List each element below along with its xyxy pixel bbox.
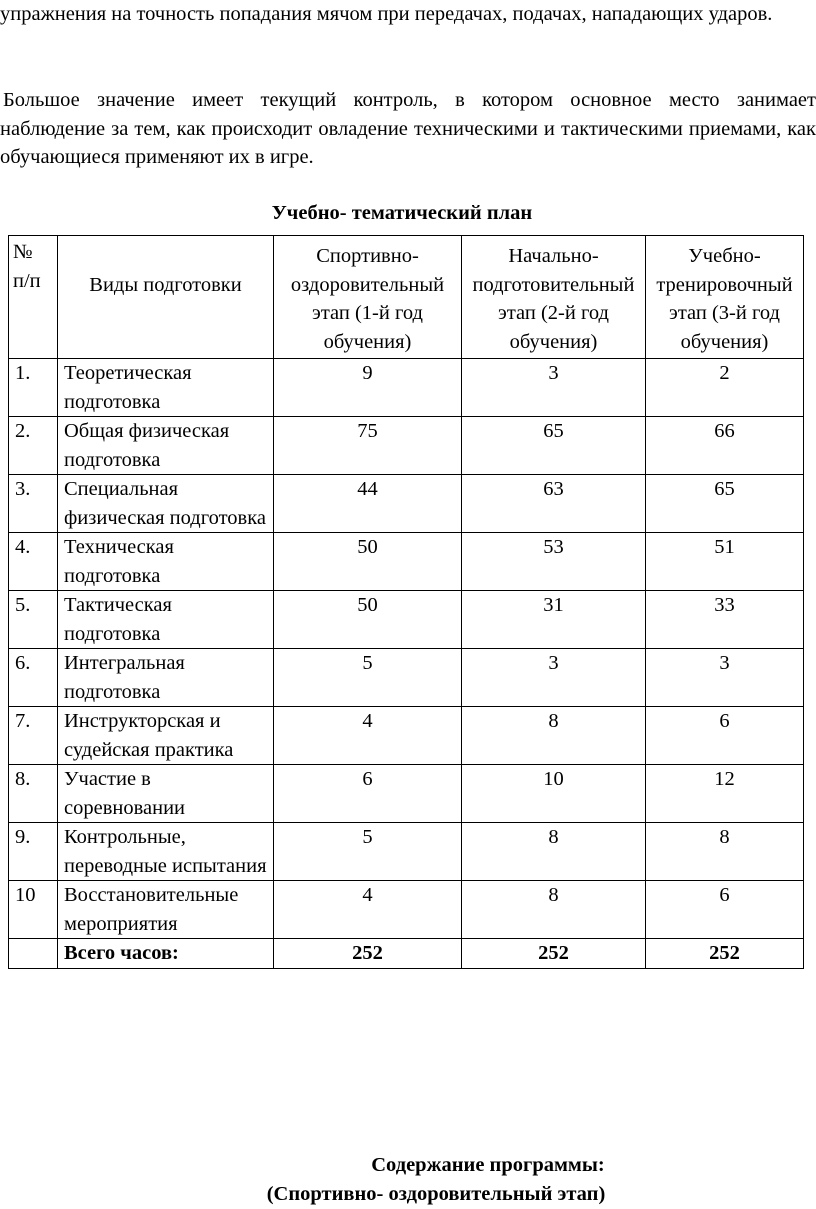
row-name: Интегральная подготовка: [58, 649, 274, 707]
row-value-stage1: 75: [274, 417, 462, 475]
table-row: [9, 359, 804, 417]
table-row: [9, 475, 804, 533]
table-row: [9, 765, 804, 823]
row-num: 4.: [9, 533, 58, 591]
row-value-stage2: 3: [462, 649, 646, 707]
row-value-stage2: 63: [462, 475, 646, 533]
header-stage1: Спортивно-оздоровительный этап (1-й год обучения): [274, 236, 462, 359]
total-stage3: 252: [646, 939, 804, 969]
row-value-stage1: 5: [274, 649, 462, 707]
row-value-stage1: 50: [274, 591, 462, 649]
header-type: Виды подготовки: [58, 236, 274, 359]
total-num: [9, 939, 58, 969]
row-name: Теоретическая подготовка: [58, 359, 274, 417]
row-num: 9.: [9, 823, 58, 881]
row-value-stage1: 4: [274, 881, 462, 939]
table-row: [9, 591, 804, 649]
header-stage2: Начально-подготовительный этап (2-й год обучения): [462, 236, 646, 359]
row-value-stage1: 4: [274, 707, 462, 765]
content-title: Содержание программы:: [371, 1154, 605, 1176]
row-value-stage3: 2: [646, 359, 804, 417]
row-num: 6.: [9, 649, 58, 707]
intro-paragraph-2: Большое значение имеет текущий контроль, в котором основное место занимает наблюдение за тем, как происходит овладение техническими и тактическими приемами, как обучающиеся применяют их в игре.: [0, 89, 816, 168]
plan-table: [8, 235, 804, 969]
row-value-stage1: 44: [274, 475, 462, 533]
content-subtitle: (Спортивно- оздоровительный этап): [266, 1183, 606, 1205]
row-value-stage3: 6: [646, 707, 804, 765]
row-num: 10: [9, 881, 58, 939]
row-value-stage2: 8: [462, 823, 646, 881]
table-row: [9, 881, 804, 939]
row-name: Инструкторская и судейская практика: [58, 707, 274, 765]
row-value-stage3: 6: [646, 881, 804, 939]
row-value-stage2: 10: [462, 765, 646, 823]
row-name: Контрольные, переводные испытания: [58, 823, 274, 881]
row-value-stage3: 33: [646, 591, 804, 649]
row-num: 1.: [9, 359, 58, 417]
intro-paragraph-1: упражнения на точность попадания мячом при передачах, подачах, нападающих ударов.: [0, 3, 773, 25]
row-value-stage3: 12: [646, 765, 804, 823]
row-value-stage3: 66: [646, 417, 804, 475]
total-stage2: 252: [462, 939, 646, 969]
row-value-stage3: 8: [646, 823, 804, 881]
row-value-stage2: 53: [462, 533, 646, 591]
row-name: Специальная физическая подготовка: [58, 475, 274, 533]
header-stage3: Учебно-тренировочный этап (3-й год обучения): [646, 236, 804, 359]
row-value-stage3: 3: [646, 649, 804, 707]
row-value-stage2: 3: [462, 359, 646, 417]
table-header-row: [9, 236, 804, 359]
row-value-stage3: 65: [646, 475, 804, 533]
table-row: [9, 417, 804, 475]
total-label: Всего часов:: [58, 939, 274, 969]
row-value-stage1: 5: [274, 823, 462, 881]
header-num: № п/п: [9, 236, 58, 359]
row-value-stage1: 6: [274, 765, 462, 823]
row-num: 8.: [9, 765, 58, 823]
row-value-stage2: 31: [462, 591, 646, 649]
row-name: Общая физическая подготовка: [58, 417, 274, 475]
row-num: 5.: [9, 591, 58, 649]
row-name: Тактическая подготовка: [58, 591, 274, 649]
table-row: [9, 823, 804, 881]
row-name: Техническая подготовка: [58, 533, 274, 591]
row-value-stage1: 50: [274, 533, 462, 591]
table-row: [9, 533, 804, 591]
row-value-stage2: 65: [462, 417, 646, 475]
table-row: [9, 707, 804, 765]
row-num: 7.: [9, 707, 58, 765]
row-num: 2.: [9, 417, 58, 475]
table-total-row: [9, 939, 804, 969]
row-value-stage3: 51: [646, 533, 804, 591]
row-value-stage2: 8: [462, 881, 646, 939]
row-num: 3.: [9, 475, 58, 533]
table-row: [9, 649, 804, 707]
row-value-stage1: 9: [274, 359, 462, 417]
plan-title: Учебно- тематический план: [271, 202, 533, 224]
row-name: Восстановительные мероприятия: [58, 881, 274, 939]
total-stage1: 252: [274, 939, 462, 969]
row-name: Участие в соревновании: [58, 765, 274, 823]
row-value-stage2: 8: [462, 707, 646, 765]
